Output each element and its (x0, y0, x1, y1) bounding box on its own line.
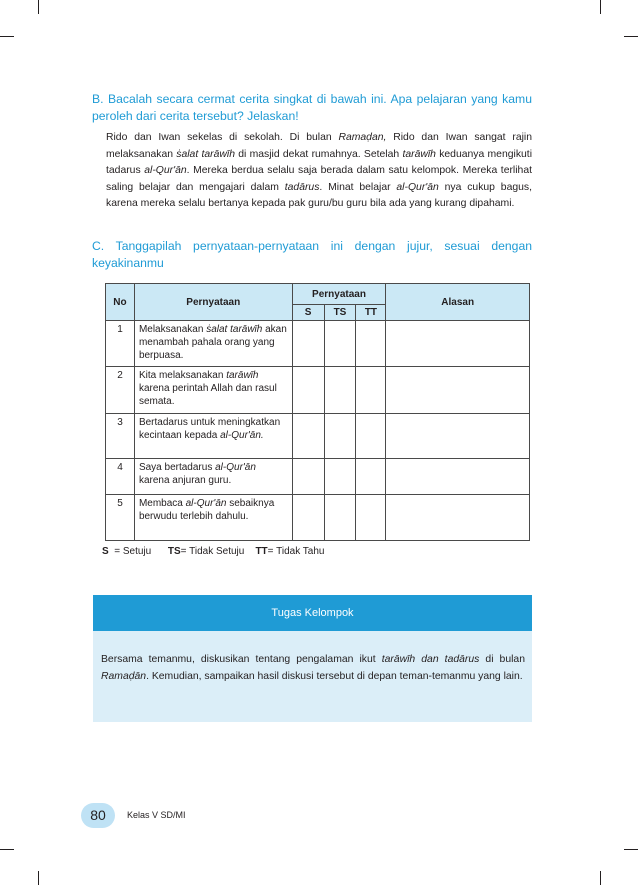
disagree-cell[interactable] (324, 495, 356, 541)
crop-mark (624, 36, 638, 37)
crop-mark (0, 36, 14, 37)
story-paragraph: Rido dan Iwan sekelas di sekolah. Di bulan Ramaḍan, Rido dan Iwan sangat rajin melaksanakan ṡalat tarāwīh di masjid dekat rumahnya. Setelah tarāwīh keduanya mengikuti tadarus al-Qur'ān. Mereka berdua selalu saja berada dalam satu kelompok. Mereka terlihat saling belajar dan mengajari dalam tadārus. Minat belajar al-Qur'ān nya cukup bagus, karena mereka selalu bertanya kepada pak guru/bu guru bila ada yang kurang dipahami. (106, 132, 532, 210)
dont-know-cell[interactable] (356, 321, 386, 367)
table-row (106, 414, 530, 459)
agree-cell[interactable] (292, 495, 324, 541)
crop-mark (0, 849, 14, 850)
section-b-title: B. Bacalah secara cermat cerita singkat di bawah ini. Apa pelajaran yang kamu peroleh dari cerita tersebut? Jelaskan! (92, 92, 532, 123)
header-statement-group: Pernyataan (292, 284, 386, 305)
row-number: 2 (106, 367, 135, 414)
crop-mark (38, 0, 39, 14)
table-row (106, 495, 530, 541)
agree-cell[interactable] (292, 321, 324, 367)
row-number: 3 (106, 414, 135, 459)
disagree-cell[interactable] (324, 321, 356, 367)
row-number: 1 (106, 321, 135, 367)
disagree-cell[interactable] (324, 414, 356, 459)
header-reason: Alasan (386, 284, 530, 321)
statement-text: Melaksanakan ṡalat tarāwīh akan menambah pahala orang yang berpuasa. (134, 321, 292, 367)
statement-text: Kita melaksanakan tarāwīh karena perintah Allah dan rasul semata. (134, 367, 292, 414)
reason-cell[interactable] (386, 414, 530, 459)
book-label: Kelas V SD/MI (127, 810, 186, 820)
table-legend: S = Setuju TS= Tidak Setuju TT= Tidak Tahu (102, 546, 325, 557)
section-c-title: C. Tanggapilah pernyataan-pernyataan ini dengan jujur, sesuai dengan keyakinanmu (92, 239, 532, 270)
crop-mark (38, 871, 39, 885)
crop-mark (600, 0, 601, 14)
page-number: 80 (81, 803, 115, 828)
disagree-cell[interactable] (324, 367, 356, 414)
agree-cell[interactable] (292, 414, 324, 459)
reason-cell[interactable] (386, 495, 530, 541)
group-task-box (93, 595, 532, 722)
statement-text: Bertadarus untuk meningkatkan kecintaan kepada al-Qur'ān. (134, 414, 292, 459)
reason-cell[interactable] (386, 459, 530, 495)
statement-text: Saya bertadarus al-Qur'ān karena anjuran guru. (134, 459, 292, 495)
table-row (106, 321, 530, 367)
crop-mark (600, 871, 601, 885)
reason-cell[interactable] (386, 367, 530, 414)
dont-know-cell[interactable] (356, 459, 386, 495)
crop-mark (624, 849, 638, 850)
table-row (106, 459, 530, 495)
dont-know-cell[interactable] (356, 367, 386, 414)
row-number: 4 (106, 459, 135, 495)
dont-know-cell[interactable] (356, 414, 386, 459)
table-row (106, 367, 530, 414)
header-no: No (106, 284, 135, 321)
dont-know-cell[interactable] (356, 495, 386, 541)
row-number: 5 (106, 495, 135, 541)
group-task-text: Bersama temanmu, diskusikan tentang pengalaman ikut tarāwīh dan tadārus di bulan Ramaḍān. Kemudian, sampaikan hasil diskusi tersebut di depan teman-temanmu yang lain. (101, 654, 525, 683)
statement-table (105, 283, 530, 541)
disagree-cell[interactable] (324, 459, 356, 495)
statement-text: Membaca al-Qur'ān sebaiknya berwudu terlebih dahulu. (134, 495, 292, 541)
group-task-title: Tugas Kelompok (93, 595, 532, 631)
header-agree: S (292, 305, 324, 321)
reason-cell[interactable] (386, 321, 530, 367)
header-dont-know: TT (356, 305, 386, 321)
header-disagree: TS (324, 305, 356, 321)
agree-cell[interactable] (292, 459, 324, 495)
agree-cell[interactable] (292, 367, 324, 414)
header-statement: Pernyataan (134, 284, 292, 321)
